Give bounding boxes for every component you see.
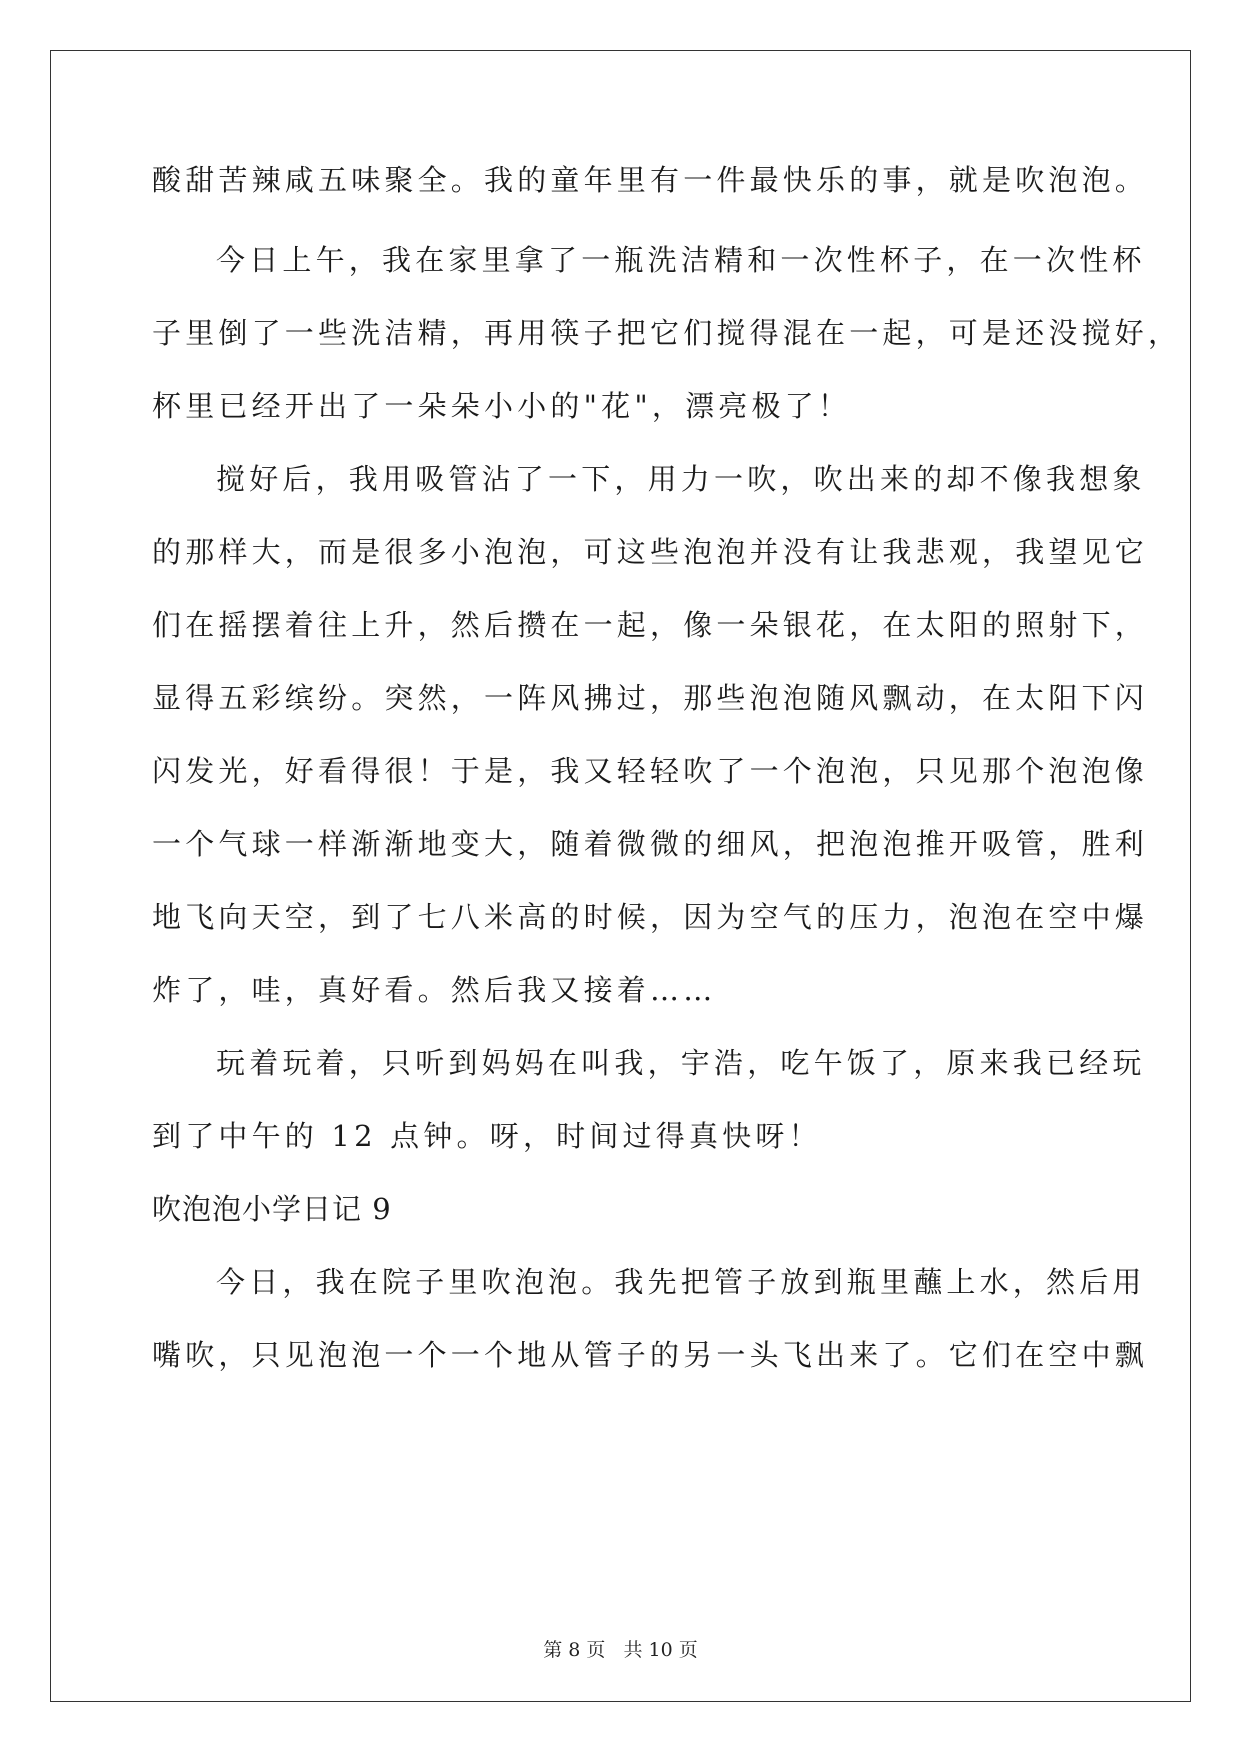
text-line: 子里倒了一些洗洁精，再用筷子把它们搅得混在一起，可是还没搅好， — [152, 316, 1182, 350]
paragraph-start-line: 玩着玩着，只听到妈妈在叫我，宇浩，吃午饭了，原来我已经玩 — [216, 1046, 1146, 1080]
text-line: 酸甜苦辣咸五味聚全。我的童年里有一件最快乐的事，就是吹泡泡。 — [152, 163, 1149, 197]
text-line: 杯里已经开出了一朵朵小小的"花"，漂亮极了！ — [152, 389, 852, 423]
text-line: 显得五彩缤纷。突然，一阵风拂过，那些泡泡随风飘动，在太阳下闪 — [152, 681, 1149, 715]
text-line: 炸了，哇，真好看。然后我又接着…… — [152, 973, 717, 1007]
text-line: 们在摇摆着往上升，然后攒在一起，像一朵银花，在太阳的照射下， — [152, 608, 1149, 642]
page-border — [50, 50, 1191, 1702]
text-line: 闪发光，好看得很！于是，我又轻轻吹了一个泡泡，只见那个泡泡像 — [152, 754, 1149, 788]
text-line: 一个气球一样渐渐地变大，随着微微的细风，把泡泡推开吸管，胜利 — [152, 827, 1149, 861]
paragraph-start-line: 今日，我在院子里吹泡泡。我先把管子放到瓶里蘸上水，然后用 — [216, 1265, 1146, 1299]
paragraph-start-line: 搅好后，我用吸管沾了一下，用力一吹，吹出来的却不像我想象 — [216, 462, 1146, 496]
section-heading: 吹泡泡小学日记 9 — [152, 1192, 392, 1226]
text-line: 到了中午的 12 点钟。呀，时间过得真快呀！ — [152, 1119, 822, 1153]
text-line: 地飞向天空，到了七八米高的时候，因为空气的压力，泡泡在空中爆 — [152, 900, 1149, 934]
page-number-footer: 第 8 页 共 10 页 — [543, 1639, 698, 1661]
text-line: 的那样大，而是很多小泡泡，可这些泡泡并没有让我悲观，我望见它 — [152, 535, 1149, 569]
paragraph-start-line: 今日上午，我在家里拿了一瓶洗洁精和一次性杯子，在一次性杯 — [216, 243, 1146, 277]
text-line: 嘴吹，只见泡泡一个一个地从管子的另一头飞出来了。它们在空中飘 — [152, 1338, 1149, 1372]
